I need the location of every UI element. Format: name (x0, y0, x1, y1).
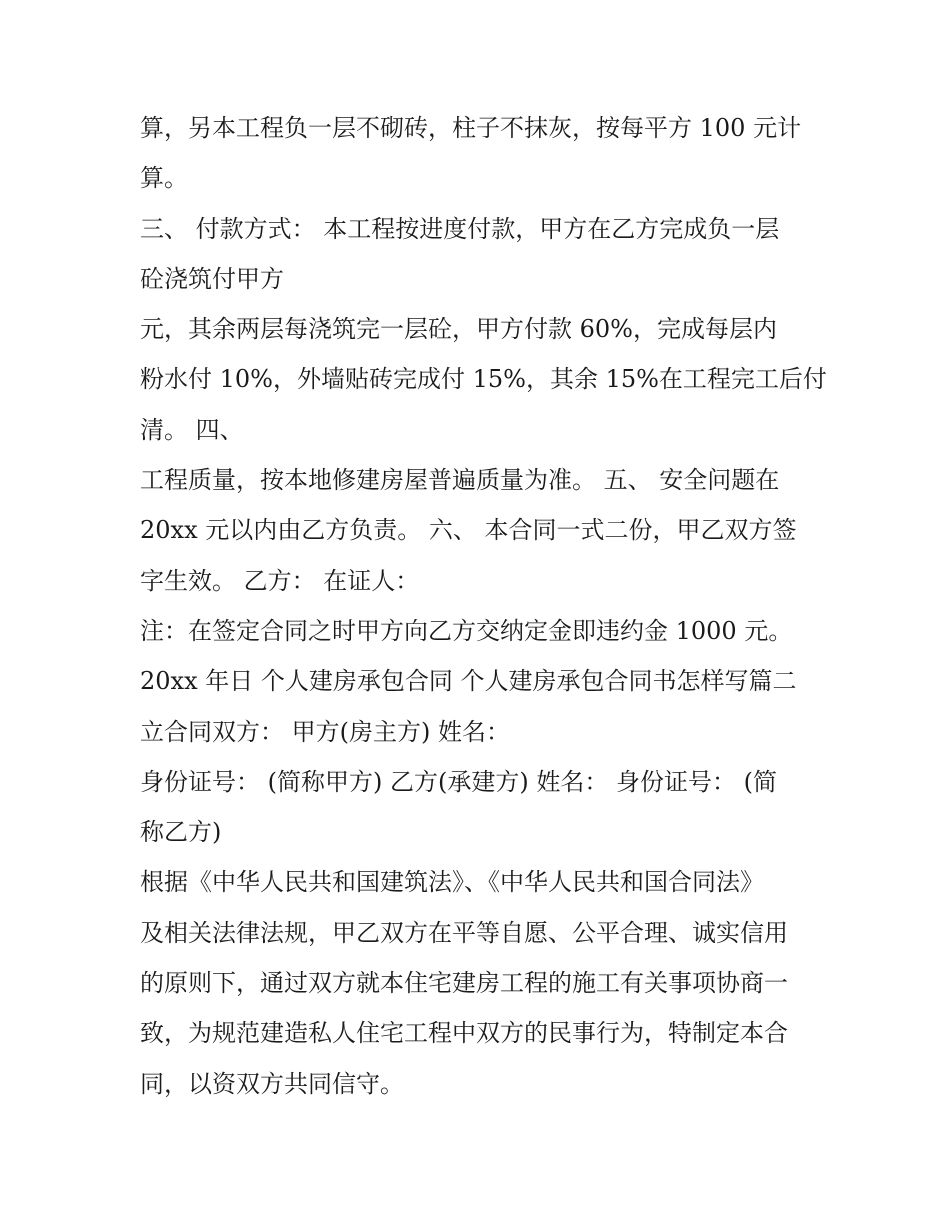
text-line: 的原则下，通过双方就本住宅建房工程的施工有关事项协商一 (140, 969, 788, 998)
text-line: 三、 付款方式： 本工程按进度付款，甲方在乙方完成负一层 (140, 214, 780, 243)
text-line: 立合同双方： 甲方(房主方) 姓名： (140, 717, 510, 746)
text-line: 算。 (140, 164, 188, 193)
text-line: 根据《中华人民共和国建筑法》、《中华人民共和国合同法》 (140, 868, 764, 897)
text-line: 同，以资双方共同信守。 (140, 1069, 404, 1098)
text-line: 注：在签定合同之时甲方向乙方交纳定金即违约金 1000 元。 (140, 616, 793, 645)
text-line: 粉水付 10%，外墙贴砖完成付 15%，其余 15%在工程完工后付 (140, 365, 827, 394)
text-line: 清。 四、 (140, 415, 244, 444)
text-line: 20xx 年日 个人建房承包合同 个人建房承包合同书怎样写篇二 (140, 667, 797, 696)
text-line: 及相关法律法规，甲乙双方在平等自愿、公平合理、诚实信用 (140, 918, 788, 947)
text-line: 工程质量，按本地修建房屋普遍质量为准。 五、 安全问题在 (140, 466, 780, 495)
text-line: 称乙方) (140, 818, 222, 847)
document-body (140, 103, 827, 1109)
text-line: 身份证号： (简称甲方) 乙方(承建方) 姓名： 身份证号： (简 (140, 767, 777, 796)
text-line: 元，其余两层每浇筑完一层砼，甲方付款 60%，完成每层内 (140, 315, 777, 344)
text-line: 20xx 元以内由乙方负责。 六、 本合同一式二份，甲乙双方签 (140, 516, 797, 545)
text-line: 致，为规范建造私人住宅工程中双方的民事行为，特制定本合 (140, 1019, 788, 1048)
text-line: 砼浇筑付甲方 (140, 264, 284, 293)
text-line: 算，另本工程负一层不砌砖，柱子不抹灰，按每平方 100 元计 (140, 114, 802, 142)
text-line: 字生效。 乙方： 在证人： (140, 566, 420, 595)
